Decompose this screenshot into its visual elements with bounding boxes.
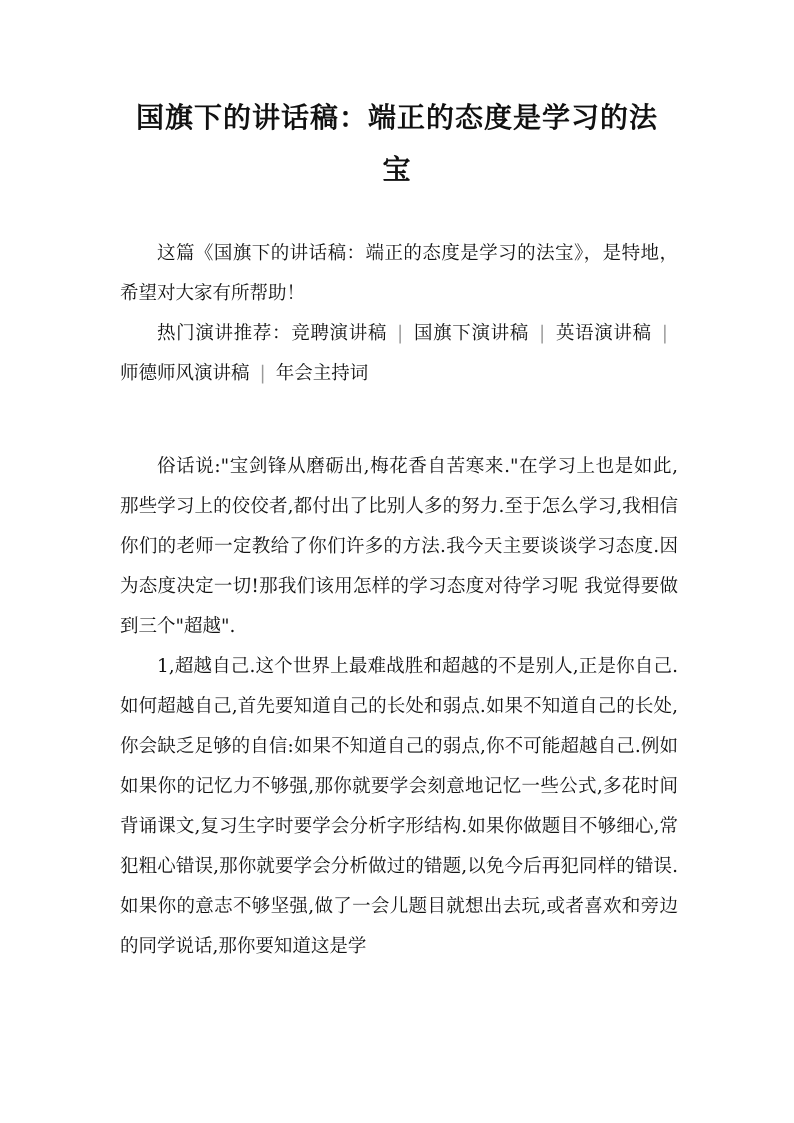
recommend-separator: | bbox=[259, 363, 266, 384]
title-line-2: 宝 bbox=[382, 153, 412, 186]
main-body bbox=[120, 447, 678, 967]
recommend-link-1[interactable]: 竞聘演讲稿 bbox=[291, 323, 388, 344]
recommend-separator: | bbox=[538, 323, 546, 344]
recommend-separator: | bbox=[661, 323, 668, 344]
recommend-link-3[interactable]: 英语演讲稿 bbox=[555, 323, 652, 344]
intro-paragraph: 这篇《国旗下的讲话稿：端正的态度是学习的法宝》，是特地，希望对大家有所帮助！ bbox=[120, 243, 678, 304]
document-title bbox=[120, 92, 674, 196]
recommend-link-4[interactable]: 师德师风演讲稿 bbox=[120, 363, 250, 384]
recommend-separator: | bbox=[397, 323, 404, 344]
recommend-label: 热门演讲推荐： bbox=[157, 323, 292, 344]
body-paragraph-2: 1,超越自己.这个世界上最难战胜和超越的不是别人,正是你自己.如何超越自己,首先要知道自己的长处和弱点.如果不知道自己的长处,你会缺乏足够的自信:如果不知道自己的弱点,你不可能超越自己.例如如果你的记忆力不够强,那你就要学会刻意地记忆一些公式,多花时间背诵课文,复习生字时要学会分析字形结构.如果你做题目不够细心,常犯粗心错误,那你就要学会分析做过的错题,以免今后再犯同样的错误.如果你的意志不够坚强,做了一会儿题目就想出去玩,或者喜欢和旁边的同学说话,那你要知道这是学 bbox=[120, 656, 678, 957]
recommend-paragraph bbox=[120, 314, 678, 394]
recommend-link-2[interactable]: 国旗下演讲稿 bbox=[413, 323, 529, 344]
intro-section bbox=[120, 234, 678, 394]
recommend-link-5[interactable]: 年会主持词 bbox=[275, 363, 369, 384]
title-line-1: 国旗下的讲话稿：端正的态度是学习的法 bbox=[135, 101, 658, 134]
body-paragraph-1: 俗话说:"宝剑锋从磨砺出,梅花香自苦寒来."在学习上也是如此,那些学习上的佼佼者,都付出了比别人多的努力.至于怎么学习,我相信你们的老师一定教给了你们许多的方法.我今天主要谈谈学习态度.因为态度决定一切!那我们该用怎样的学习态度对待学习呢 我觉得要做到三个"超越". bbox=[120, 456, 678, 637]
